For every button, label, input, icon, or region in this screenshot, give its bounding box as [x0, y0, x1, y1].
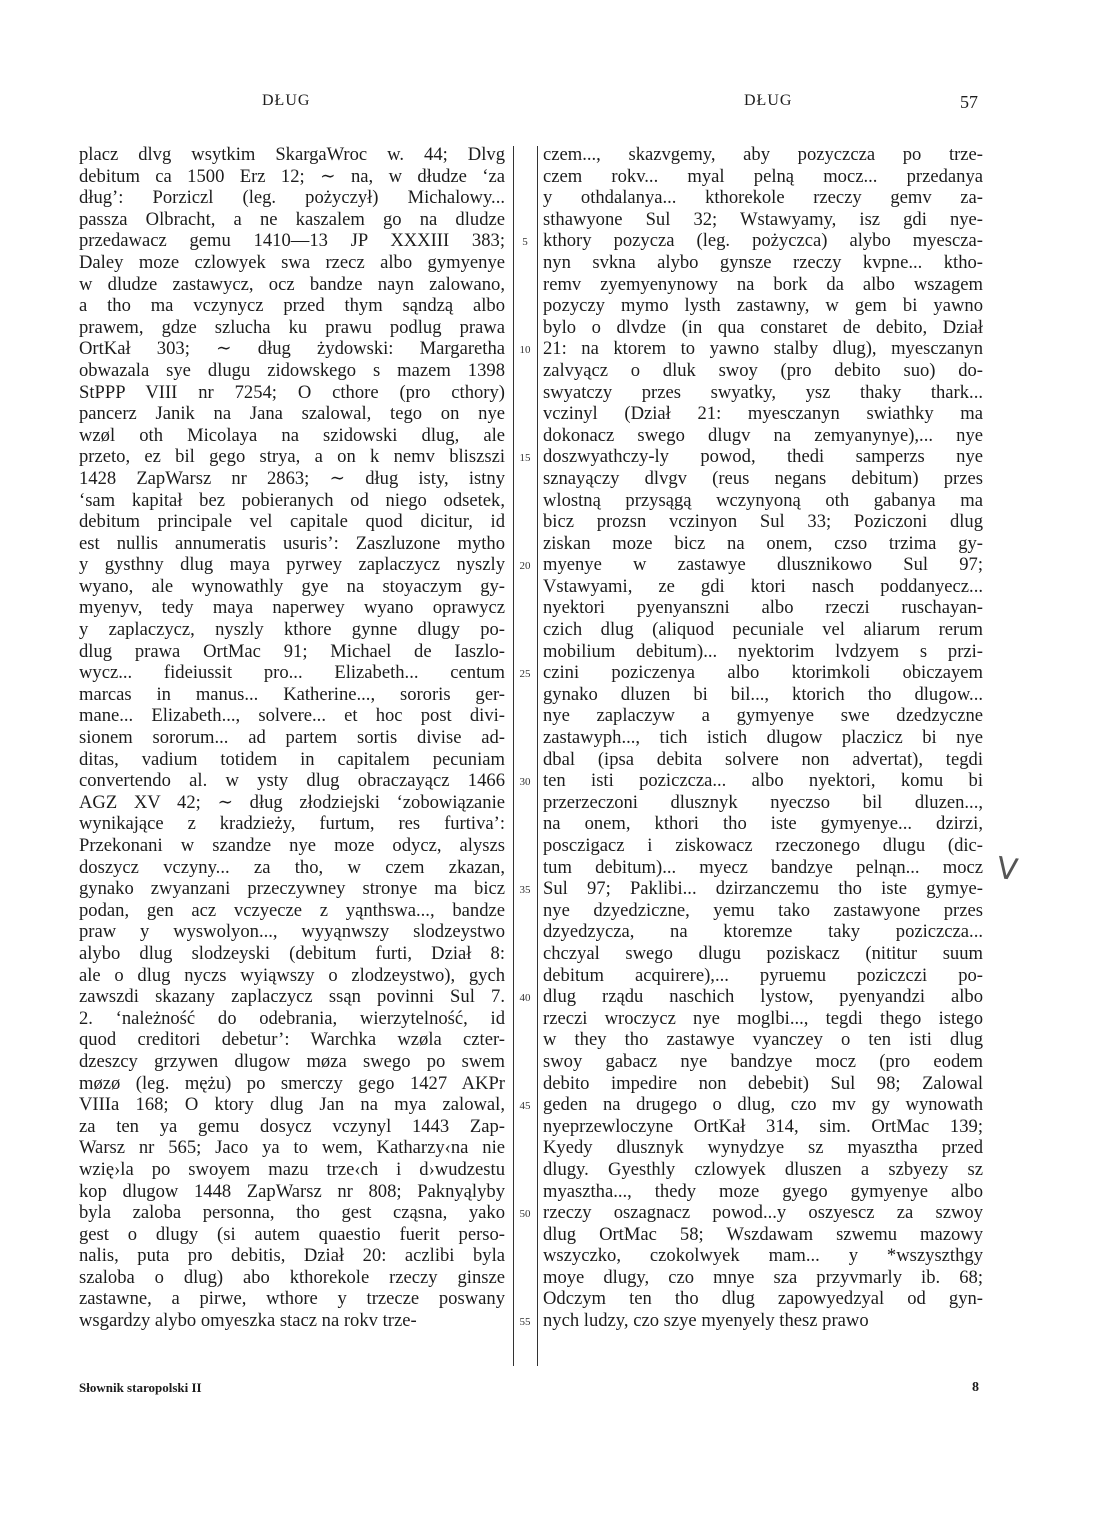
text-line: dług’: Porziczl (leg. pożyczył) Michalowy... — [79, 187, 505, 209]
running-header — [0, 92, 1101, 116]
text-line: nych ludzy, czo szye myenyely thesz prawo — [543, 1310, 869, 1332]
text-line: zawszdi skazany zaplaczycz ssąn povinni Sul 7. — [79, 986, 505, 1008]
text-line: gynako dluzen bi bil..., ktorich tho dlugow... — [543, 683, 983, 705]
text-line: nalis, puta pro debitis, Dział 20: aczlibi byla — [79, 1245, 505, 1267]
text-line: nyn svkna alybo gynsze rzeczy kvpne... ktho- — [543, 251, 983, 273]
text-line: gest o dlugy (si autem quaestio fuerit perso- — [79, 1223, 505, 1245]
text-line: myenye w zastawye dlusznikowo Sul 97; — [543, 554, 983, 576]
text-line: zastawne, a pirwe, wthore y trzecze poswany — [79, 1288, 505, 1310]
text-line: nyeprzewloczyne OrtKał 314, sim. OrtMac 139; — [543, 1115, 983, 1137]
text-line: dlug OrtMac 58; Wszdawam szwemu mazowy — [543, 1223, 983, 1245]
text-line: doszycz vczyny... za tho, w czem zkazan, — [79, 856, 505, 878]
text-line: dbal (ipsa debita solvere non advertat), tegdi — [543, 748, 983, 770]
text-line: czini poziczenya albo ktorimkoli obiczayem — [543, 662, 983, 684]
text-line: debitum acquirere),... pyruemu poziczczi po- — [543, 964, 983, 986]
text-line: nye zaplaczyw a gymyenye swe dzedzyczne — [543, 705, 983, 727]
text-line: chczyal swego dlugu poziskacz (nititur suum — [543, 942, 983, 964]
text-line: wsgardzy alybo omyeszka stacz na rokv trze- — [79, 1310, 417, 1332]
text-line: doszwyathczy-ly powod, thedi samperzs nye — [543, 446, 983, 468]
page-number: 57 — [960, 92, 978, 112]
text-line: bylo o dlvdze (in qua constaret de debito, Dział — [543, 316, 983, 338]
text-line: za ten ya gemu dosycz vczynyl 1443 Zap- — [79, 1115, 505, 1137]
text-line: nyektori pyenyanszni albo rzeczi ruschayan- — [543, 597, 983, 619]
text-line: debito impedire non debebit) Sul 98; Zalowal — [543, 1072, 983, 1094]
text-line: mane... Elizabeth..., solvere... et hoc post divi- — [79, 705, 505, 727]
text-line: ziskan moze bicz na onem, czso trzima gy- — [543, 532, 983, 554]
text-line: tum debitum)... myecz bandzye pelnąn... mocz — [543, 856, 983, 878]
text-line: AGZ XV 42; ∼ dług złodziejski ‘zobowiązanie — [79, 791, 505, 813]
text-line: Sul 97; Paklibi... dzirzanczemu tho iste gymye- — [543, 878, 983, 900]
text-line: sznayączy dlvgv (reus negans debitum) przes — [543, 467, 983, 489]
text-line: bicz prozsn vczinyon Sul 33; Poziczoni dlug — [543, 511, 983, 533]
text-line: na onem, kthori tho iste gymyenye... dzirzi, — [543, 813, 983, 835]
text-line: czem..., skazvgemy, aby pozyczcza po trze- — [543, 144, 983, 165]
text-line: Przekonani w szandze nye moze odycz, alyszs — [79, 835, 505, 856]
text-line: wycz... fideiussit pro... Elizabeth... centum — [79, 662, 505, 684]
text-line: prawem, gdze szlucha ku prawu podlug prawa — [79, 316, 505, 338]
line-number: 30 — [519, 776, 531, 789]
text-line: dzyedzycza, na ktoremze taky poziczcza... — [543, 921, 983, 943]
text-line: y zaplaczycz, nyszly kthore gynne dlugy po- — [79, 619, 505, 641]
text-line: moye dlugy, czo mnye sza przyvmarly ib. 68; — [543, 1266, 983, 1288]
text-line: remv zyemyenynowy na bork da albo wszagem — [543, 273, 983, 295]
text-line: pozyczy mymo lysth zastawny, w gem bi yawno — [543, 295, 983, 317]
text-line: pancerz Janik na Jana szalowal, tego on nye — [79, 403, 505, 425]
text-line: rzeczi wroczycz nye moglbi..., tegdi thego istego — [543, 1007, 983, 1029]
text-line: ale o dlug nyczs wyiąwszy o zlodzeystwo), gych — [79, 964, 505, 986]
text-line: mobilium debitum)... nyektorim lvdzyem s przi- — [543, 640, 983, 662]
text-line: kthory pozycza (leg. pożyczca) alybo myescza- — [543, 230, 983, 252]
right-column — [543, 144, 983, 1332]
text-line: byla zaloba personna, tho gest cząsna, yako — [79, 1202, 505, 1224]
text-line: myenyv, tedy maya naperwey wyano oprawycz — [79, 597, 505, 619]
text-line: Kyedy dlusznyk wynydzye sz myasztha przed — [543, 1137, 983, 1159]
text-line: dlugy. Gyesthly czlowyek dluszen a szbyezy sz — [543, 1158, 983, 1180]
text-line: myasztha..., thedy moze gyego gymyenye albo — [543, 1180, 983, 1202]
text-line: dzeszcy grzywen dlugow møza swego po swem — [79, 1050, 505, 1072]
text-line: rzeczy oszagnacz powod...y oszyescz za szwoy — [543, 1202, 983, 1224]
text-line: wzię›la po swoyem mazu trze‹ch i d›wudzestu — [79, 1158, 505, 1180]
page-footer — [0, 1380, 1101, 1400]
text-line: placz dlvg wsytkim SkargaWroc w. 44; Dlvg — [79, 144, 505, 165]
line-number: 55 — [519, 1316, 531, 1329]
footer-title: Słownik staropolski II — [79, 1380, 202, 1395]
text-line: w dludze zastawycz, ocz bandze nayn zalowano, — [79, 273, 505, 295]
text-line: ‘sam kapitał bez pobieranych od niego odsetek, — [79, 489, 505, 511]
text-line: marcas in manus... Katherine..., sororis ger- — [79, 683, 505, 705]
text-line: wszyczko, czokolwyek mam... y *wszyszthgy — [543, 1245, 983, 1267]
text-line: ditas, vadium totidem in capitalem pecuniam — [79, 748, 505, 770]
text-line: w they tho zastawye vyanczey o ten isti dlug — [543, 1029, 983, 1051]
line-number: 10 — [519, 344, 531, 357]
text-line: wzøl oth Micolaya na szidowski dlug, ale — [79, 424, 505, 446]
text-line: est nullis annumeratis usuris’: Zaszluzone mytho — [79, 532, 505, 554]
column-divider-right — [537, 146, 538, 1366]
text-line: StPPP VIII nr 7254; O cthore (pro cthory) — [79, 381, 505, 403]
text-line: ten isti poziczcza... albo nyektori, komu bi — [543, 770, 983, 792]
line-number: 15 — [519, 452, 531, 465]
text-line: przeto, ez bil gego strya, a on k nemv bliszszi — [79, 446, 505, 468]
line-number: 20 — [519, 560, 531, 573]
line-number: 5 — [522, 236, 528, 249]
column-divider-left — [513, 146, 514, 1366]
text-line: wlostną przysągą wczynyoną oth gabanya ma — [543, 489, 983, 511]
text-line: 21: na ktorem to yawno stalby dlug), myesczanyn — [543, 338, 983, 360]
line-number: 40 — [519, 992, 531, 1005]
text-line: passza Olbracht, a ne kaszalem go na dludze — [79, 208, 505, 230]
text-line: Daley moze czlowyek swa rzecz albo gymyenye — [79, 251, 505, 273]
footer-signature-number: 8 — [972, 1380, 979, 1395]
text-line: a tho ma vczynycz przed thym sąndzą albo — [79, 295, 505, 317]
text-line: nye dzyedziczne, yemu tako zastawyone przes — [543, 899, 983, 921]
text-line: quod creditori debetur’: Warchka wzøla czter- — [79, 1029, 505, 1051]
text-line: vczinyl (Dział 21: myesczanyn swiathky ma — [543, 403, 983, 425]
text-line: y othdalanya... kthorekole rzeczy gemv za- — [543, 187, 983, 209]
text-line: obwazala sye dlugu zidowskego s mazem 1398 — [79, 359, 505, 381]
text-line: kop dlugow 1448 ZapWarsz nr 808; Paknyąlyby — [79, 1180, 505, 1202]
text-line: przedawacz gemu 1410—13 JP XXXIII 383; — [79, 230, 505, 252]
header-left-title: DŁUG — [262, 92, 311, 109]
text-line: sionem sororum... ad partem sortis divise ad- — [79, 727, 505, 749]
text-line: VIIIa 168; O ktory dlug Jan na mya zalowal, — [79, 1094, 505, 1116]
text-line: zastawyph..., tich istich dlugow placzicz bi nye — [543, 727, 983, 749]
text-line: swoy gabacz nye bandzye mocz (pro eodem — [543, 1050, 983, 1072]
text-line: czich dlug (aliquod pecuniale vel aliarum rerum — [543, 619, 983, 641]
text-line: alybo dlug slodzeyski (debitum furti, Dział 8: — [79, 942, 505, 964]
text-line: geden na drugego o dlug, czo mv gy wynowath — [543, 1094, 983, 1116]
text-line: posczigacz i ziskowacz rzeczonego dlugu (dic- — [543, 835, 983, 856]
text-line: Odczym ten tho dlug zapowyedzyal od gyn- — [543, 1288, 983, 1310]
text-line: sthawyone Sul 32; Wstawyamy, isz gdi nye- — [543, 208, 983, 230]
text-line: podan, gen acz vczyecze z yąnthswa..., bandze — [79, 899, 505, 921]
text-line: 1428 ZapWarsz nr 2863; ∼ dług isty, istny — [79, 467, 505, 489]
line-number: 45 — [519, 1100, 531, 1113]
text-line: wynikające z kradzieży, furtum, res furtiva’: — [79, 813, 505, 835]
text-line: zalvyącz o dluk swoy (pro debito suo) do- — [543, 359, 983, 381]
margin-pencil-mark: V — [994, 850, 1020, 889]
text-line: 2. ‘należność do odebrania, wierzytelność, id — [79, 1007, 505, 1029]
text-line: dlug rządu naschich lystow, pyenyandzi albo — [543, 986, 983, 1008]
text-line: swyatczy przes swyatky, ysz thaky thark... — [543, 381, 983, 403]
text-line: y gysthny dlug maya pyrwey zaplaczycz nyszly — [79, 554, 505, 576]
header-right-title: DŁUG — [744, 92, 793, 109]
line-number: 25 — [519, 668, 531, 681]
text-line: praw y wyswolyon..., wyyąnwszy slodzeystwo — [79, 921, 505, 943]
text-line: debitum principale vel capitale quod dicitur, id — [79, 511, 505, 533]
line-number: 35 — [519, 884, 531, 897]
text-line: gynako zwyanzani przeczywney stronye ma bicz — [79, 878, 505, 900]
text-line: Vstawyami, ze gdi ktori nasch poddanyecz... — [543, 575, 983, 597]
text-line: OrtKał 303; ∼ dług żydowski: Margaretha — [79, 338, 505, 360]
text-line: dlug prawa OrtMac 91; Michael de Iaszlo- — [79, 640, 505, 662]
text-line: debitum ca 1500 Erz 12; ∼ na, w dłudze ‘za — [79, 165, 505, 187]
text-line: szaloba o dlug) abo kthorekole rzeczy ginsze — [79, 1266, 505, 1288]
text-line: convertendo al. w ysty dlug obraczayącz 1466 — [79, 770, 505, 792]
text-line: wyano, ale wynowathly gye na stoyaczym gy- — [79, 575, 505, 597]
text-line: czem rokv... myal pelną mocz... przedanya — [543, 165, 983, 187]
text-line: dokonacz swego dlugv na zemyanynye),... nye — [543, 424, 983, 446]
line-number: 50 — [519, 1208, 531, 1221]
text-line: Warsz nr 565; Jaco ya to wem, Katharzy‹na nie — [79, 1137, 505, 1159]
text-line: przerzeczoni dlusznyk nyeczso bil dluzen..., — [543, 791, 983, 813]
text-line: møzø (leg. mężu) po smerczy gego 1427 AKPr — [79, 1072, 505, 1094]
left-column — [79, 144, 505, 1332]
